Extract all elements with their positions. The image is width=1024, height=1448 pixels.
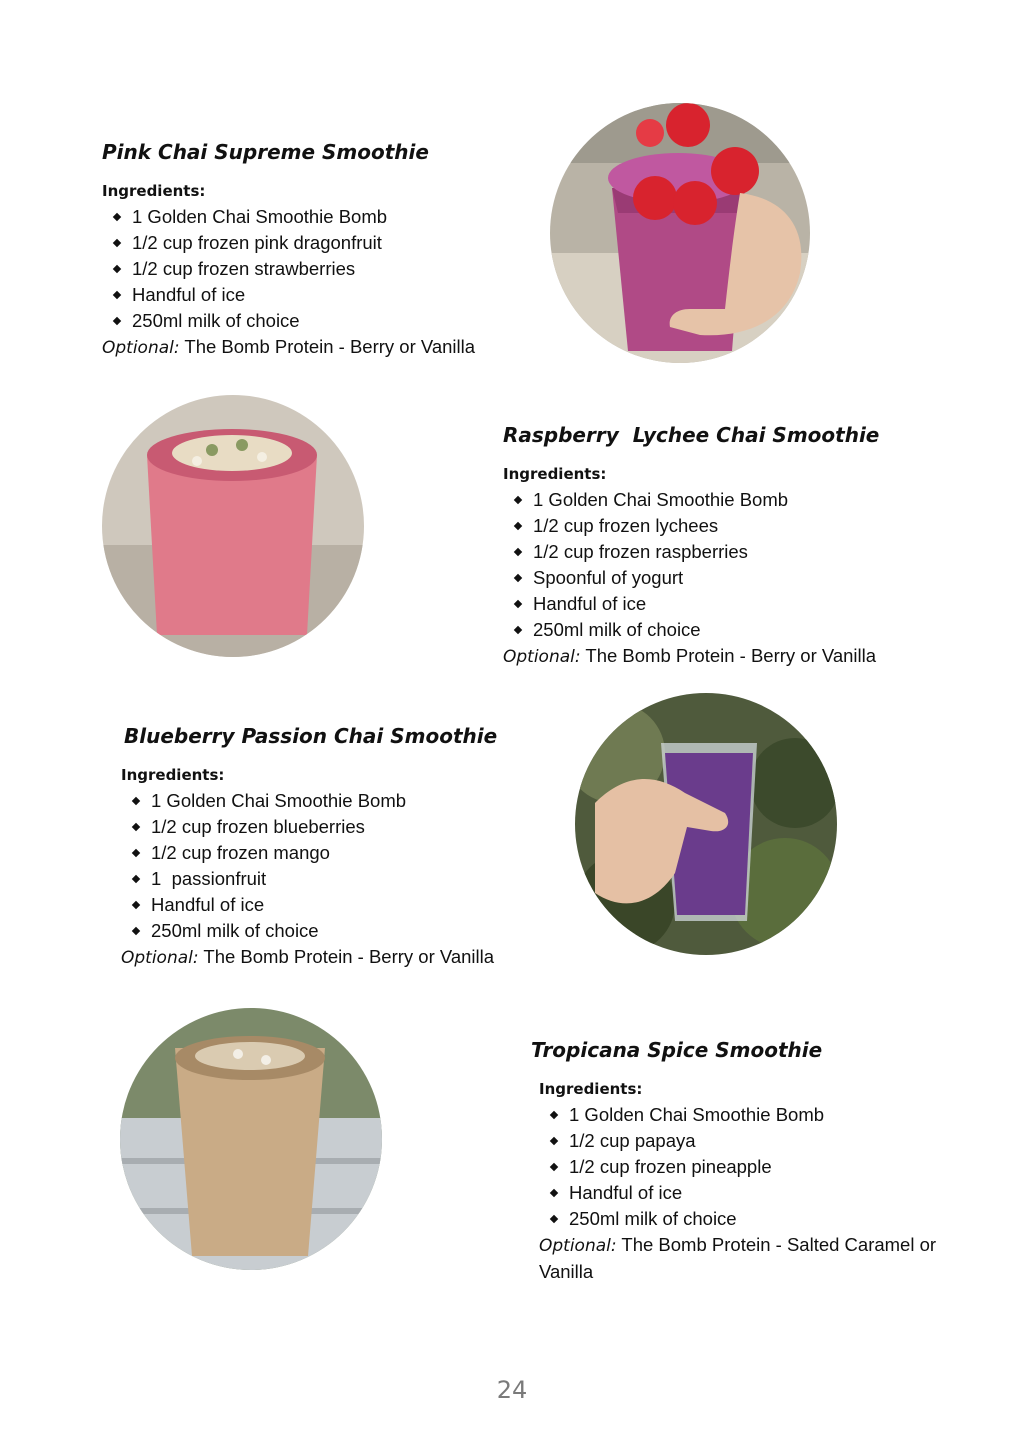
bullet-icon bbox=[132, 849, 140, 857]
bullet-icon bbox=[113, 291, 121, 299]
bullet-icon bbox=[132, 797, 140, 805]
list-item: 1 Golden Chai Smoothie Bomb bbox=[513, 487, 983, 513]
list-item: Handful of ice bbox=[112, 282, 522, 308]
bullet-icon bbox=[132, 823, 140, 831]
bullet-icon bbox=[550, 1215, 558, 1223]
bullet-icon bbox=[514, 522, 522, 530]
bullet-icon bbox=[514, 574, 522, 582]
recipe-title: Raspberry Lychee Chai Smoothie bbox=[503, 423, 880, 447]
ingredients-label: Ingredients: bbox=[121, 766, 225, 784]
ingredients-label: Ingredients: bbox=[539, 1080, 643, 1098]
bullet-icon bbox=[132, 901, 140, 909]
bullet-icon bbox=[514, 548, 522, 556]
recipe-pink-chai bbox=[102, 140, 522, 361]
list-item: 1/2 cup frozen raspberries bbox=[513, 539, 983, 565]
bullet-icon bbox=[550, 1189, 558, 1197]
recipe-title: Tropicana Spice Smoothie bbox=[531, 1038, 823, 1062]
recipe-tropicana-spice bbox=[531, 1038, 971, 1285]
ingredient-list bbox=[121, 788, 561, 944]
list-item: 1 Golden Chai Smoothie Bomb bbox=[131, 788, 561, 814]
bullet-icon bbox=[550, 1111, 558, 1119]
list-item: 250ml milk of choice bbox=[131, 918, 561, 944]
list-item: Handful of ice bbox=[549, 1180, 971, 1206]
list-item: 1 Golden Chai Smoothie Bomb bbox=[549, 1102, 971, 1128]
list-item: 250ml milk of choice bbox=[112, 308, 522, 334]
list-item: 1/2 cup frozen lychees bbox=[513, 513, 983, 539]
bullet-icon bbox=[113, 317, 121, 325]
bullet-icon bbox=[132, 927, 140, 935]
list-item: 1/2 cup frozen strawberries bbox=[112, 256, 522, 282]
recipe-raspberry-lychee bbox=[503, 423, 983, 670]
bullet-icon bbox=[113, 213, 121, 221]
optional-note: Optional: The Bomb Protein - Salted Caramel or Vanilla bbox=[539, 1234, 937, 1282]
ingredients-label: Ingredients: bbox=[102, 182, 206, 200]
list-item: Spoonful of yogurt bbox=[513, 565, 983, 591]
list-item: Handful of ice bbox=[513, 591, 983, 617]
page-number: 24 bbox=[496, 1376, 528, 1404]
list-item: 1/2 cup frozen pineapple bbox=[549, 1154, 971, 1180]
list-item: Handful of ice bbox=[131, 892, 561, 918]
list-item: 1 Golden Chai Smoothie Bomb bbox=[112, 204, 522, 230]
ingredients-label: Ingredients: bbox=[503, 465, 607, 483]
ingredient-list bbox=[102, 204, 522, 334]
recipe-title: Blueberry Passion Chai Smoothie bbox=[124, 724, 498, 748]
ingredient-list bbox=[531, 1102, 971, 1232]
bullet-icon bbox=[550, 1163, 558, 1171]
bullet-icon bbox=[132, 875, 140, 883]
pink-smoothie-photo bbox=[550, 103, 810, 363]
list-item: 1/2 cup frozen blueberries bbox=[131, 814, 561, 840]
list-item: 1/2 cup frozen pink dragonfruit bbox=[112, 230, 522, 256]
list-item: 1/2 cup papaya bbox=[549, 1128, 971, 1154]
optional-note: Optional: The Bomb Protein - Berry or Vanilla bbox=[121, 946, 495, 968]
blueberry-smoothie-photo bbox=[575, 693, 837, 955]
bullet-icon bbox=[113, 239, 121, 247]
list-item: 1/2 cup frozen mango bbox=[131, 840, 561, 866]
bullet-icon bbox=[113, 265, 121, 273]
optional-note: Optional: The Bomb Protein - Berry or Vanilla bbox=[503, 645, 877, 667]
list-item: 250ml milk of choice bbox=[549, 1206, 971, 1232]
list-item: 1 passionfruit bbox=[131, 866, 561, 892]
bullet-icon bbox=[514, 600, 522, 608]
bullet-icon bbox=[550, 1137, 558, 1145]
bullet-icon bbox=[514, 496, 522, 504]
list-item: 250ml milk of choice bbox=[513, 617, 983, 643]
recipe-title: Pink Chai Supreme Smoothie bbox=[102, 140, 429, 164]
ingredient-list bbox=[503, 487, 983, 643]
optional-note: Optional: The Bomb Protein - Berry or Vanilla bbox=[102, 336, 476, 358]
bullet-icon bbox=[514, 626, 522, 634]
tropicana-smoothie-photo bbox=[120, 1008, 382, 1270]
recipe-blueberry-passion bbox=[121, 724, 561, 971]
raspberry-smoothie-photo bbox=[102, 395, 364, 657]
